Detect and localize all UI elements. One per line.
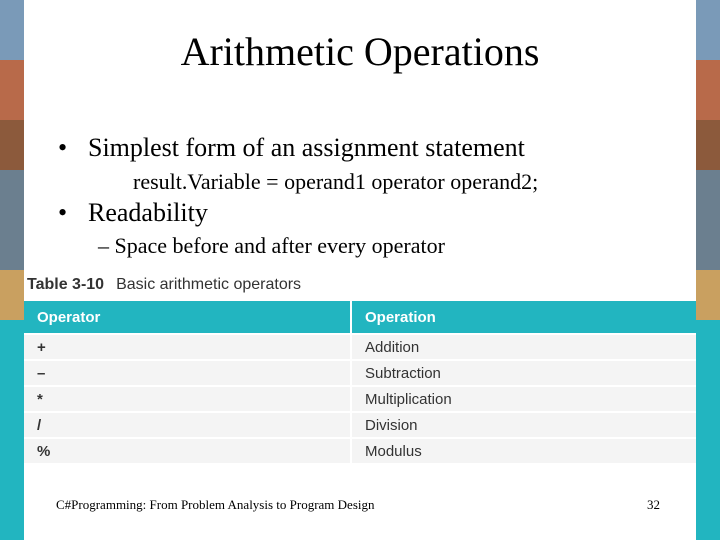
footer-text: C#Programming: From Problem Analysis to Program Design: [56, 497, 375, 512]
sub-bullet-spacing: [98, 233, 445, 259]
operation-cell: Modulus: [351, 438, 696, 463]
table-row: [24, 334, 696, 360]
bullet-text: Readability: [88, 198, 208, 227]
table-row: [24, 386, 696, 412]
operation-cell: Multiplication: [351, 386, 696, 412]
assignment-syntax: result.Variable = operand1 operator operand2;: [133, 169, 539, 194]
operator-cell: /: [24, 412, 351, 438]
table-row: [24, 438, 696, 463]
table-caption-title: Basic arithmetic operators: [116, 276, 302, 293]
header-operation: Operation: [351, 301, 696, 334]
header-operator: Operator: [24, 301, 351, 334]
operation-cell: Subtraction: [351, 360, 696, 386]
operation-cell: Addition: [351, 334, 696, 360]
right-decorative-image-strip: [696, 0, 720, 540]
table-row: [24, 412, 696, 438]
bullet-readability: [58, 198, 208, 228]
left-decorative-image-strip: [0, 0, 24, 540]
bullet-assignment: [58, 133, 525, 163]
sub-bullet-marker: –: [98, 233, 109, 258]
table-row: [24, 360, 696, 386]
bullet-marker: •: [58, 133, 68, 162]
operator-cell: %: [24, 438, 351, 463]
operator-cell: *: [24, 386, 351, 412]
bullet-text: Simplest form of an assignment statement: [88, 133, 525, 162]
sub-bullet-text: Space before and after every operator: [114, 233, 445, 258]
operation-cell: Division: [351, 412, 696, 438]
operator-cell: +: [24, 334, 351, 360]
table-caption: [27, 276, 301, 294]
table-caption-number: Table 3-10: [27, 276, 105, 293]
operators-table: [24, 301, 696, 463]
table-header-row: [24, 301, 696, 334]
operator-cell: –: [24, 360, 351, 386]
bullet-marker: •: [58, 198, 68, 227]
slide-title: Arithmetic Operations: [180, 29, 540, 74]
page-number: 32: [647, 497, 660, 512]
